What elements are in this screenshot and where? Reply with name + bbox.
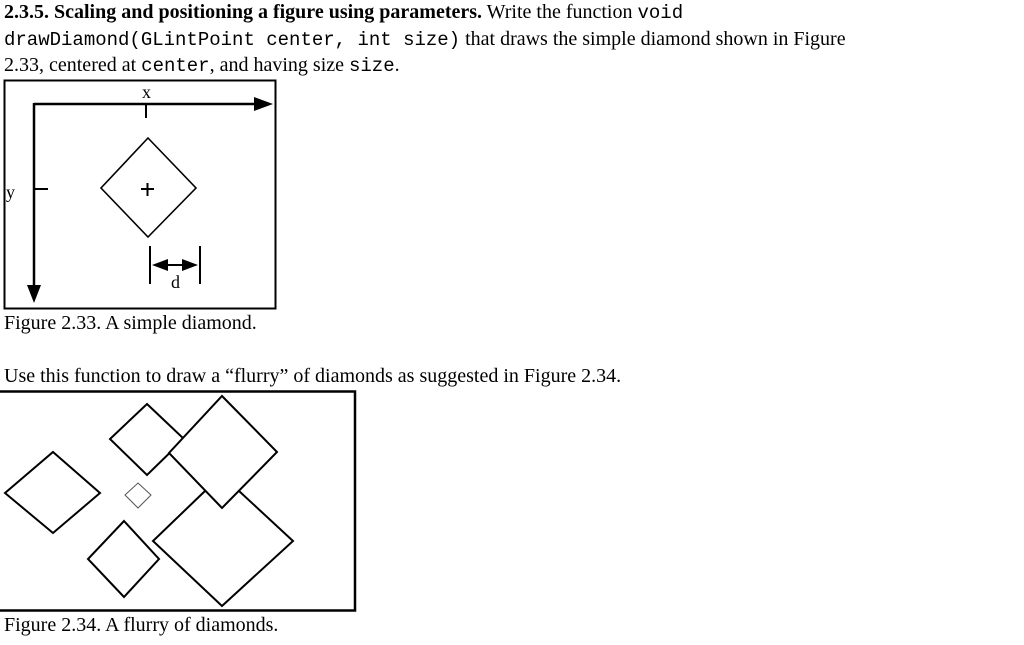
figure-2-34-frame: [0, 392, 355, 611]
dimension-arrow-right: [182, 259, 198, 271]
exercise-line-1: [4, 0, 846, 27]
code-size: size: [349, 55, 395, 77]
code-signature: drawDiamond(GLintPoint center, int size): [4, 28, 461, 51]
y-axis-arrowhead: [27, 285, 41, 303]
exercise-text: , and having size: [209, 54, 349, 76]
figure-2-33-caption: Figure 2.33. A simple diamond.: [4, 312, 257, 334]
diamond-2: [110, 404, 184, 475]
dimension-label: d: [171, 272, 180, 292]
diamond-1: [5, 452, 100, 533]
diamond-4-small: [125, 483, 151, 508]
exercise-text: .: [394, 54, 400, 76]
diamond-5: [88, 521, 159, 597]
diamond-3: [169, 396, 277, 508]
y-axis-label: y: [6, 182, 15, 202]
code-void: void: [637, 2, 684, 24]
exercise-line-3: [4, 53, 846, 80]
exercise-number: 2.3.5.: [4, 1, 49, 23]
diamond: [101, 138, 196, 237]
exercise-line-2: [4, 27, 846, 54]
exercise-text: 2.33, centered at: [4, 54, 142, 76]
instruction-text: Use this function to draw a “flurry” of diamonds as suggested in Figure 2.34.: [4, 365, 622, 387]
exercise-text: that draws the simple diamond shown in Figure: [460, 27, 846, 50]
x-axis-arrowhead: [254, 97, 273, 111]
exercise-title: Scaling and positioning a figure using parameters.: [54, 1, 483, 23]
figure-frame: [5, 81, 276, 309]
x-axis-label: x: [142, 82, 151, 102]
figure-2-34-caption: Figure 2.34. A flurry of diamonds.: [4, 614, 279, 636]
dimension-arrow-left: [152, 259, 168, 271]
code-center: center: [141, 55, 210, 77]
exercise-statement: [4, 0, 846, 80]
diamond-6: [153, 491, 293, 606]
exercise-text: Write the function: [482, 1, 638, 23]
